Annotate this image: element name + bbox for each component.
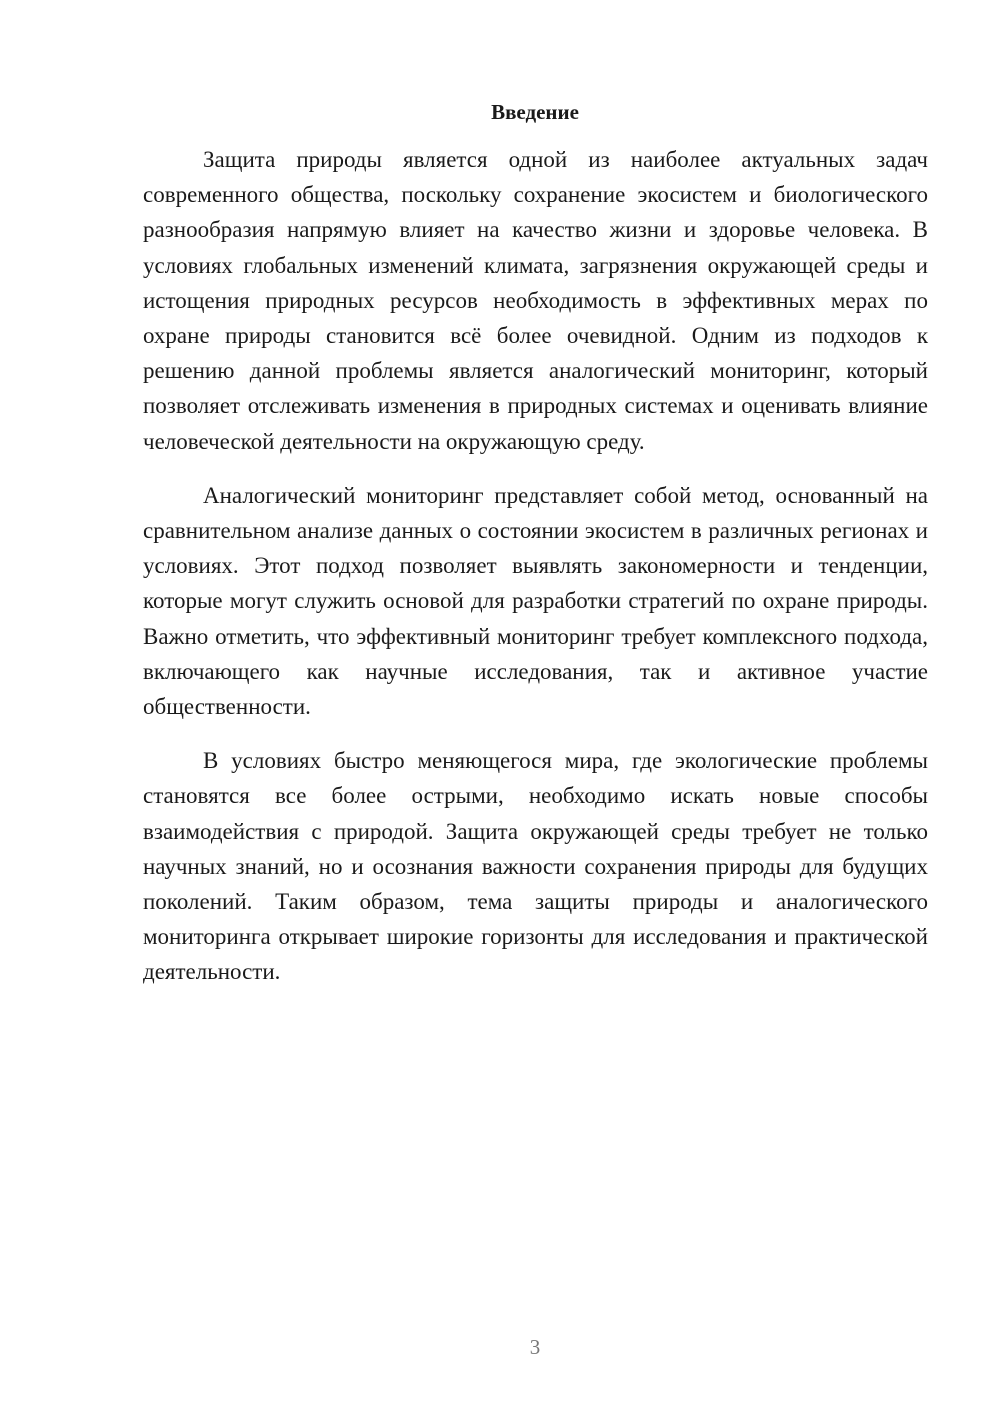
section-title: Введение [491,100,579,124]
paragraph-2: Аналогический мониторинг представляет собой метод, основанный на сравнительном анализе данных о состоянии экосистем в различных регионах и условиях. Этот подход позволяет выявлять закономерности и тенденции, которые могут служить основой для разработки стратегий по охране природы. Важно отметить, что эффективный мониторинг требует комплексного подхода, включающего как научные исследования, так и активное участие общественности. [143,482,928,720]
body-text [143,142,928,1009]
paragraph-3: В условиях быстро меняющегося мира, где экологические проблемы становятся все более острыми, необходимо искать новые способы взаимодействия с природой. Защита окружающей среды требует не только научных знаний, но и осознания важности сохранения природы для будущих поколений. Таким образом, тема защиты природы и аналогического мониторинга открывает широкие горизонты для исследования и практической деятельности. [143,748,928,985]
page-number: 3 [529,1335,541,1359]
paragraph-1: Защита природы является одной из наиболее актуальных задач современного общества, поскольку сохранение экосистем и биологического разнообразия напрямую влияет на качество жизни и здоровье человека. В условиях глобальных изменений климата, загрязнения окружающей среды и истощения природных ресурсов необходимость в эффективных мерах по охране природы становится всё более очевидной. Одним из подходов к решению данной проблемы является аналогический мониторинг, который позволяет отслеживать изменения в природных системах и оценивать влияние человеческой деятельности на окружающую среду. [143,147,928,454]
